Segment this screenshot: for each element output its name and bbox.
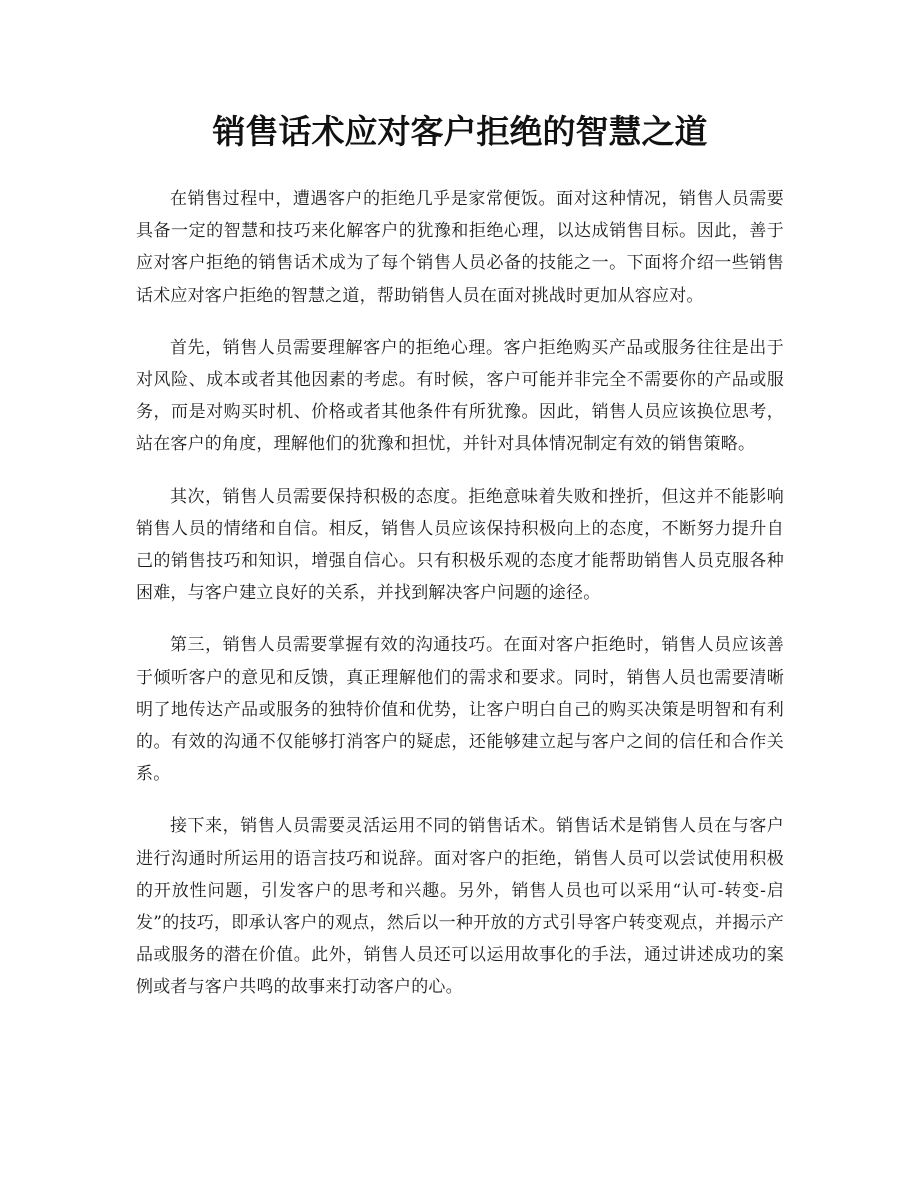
paragraph-communication-skills: 第三，销售人员需要掌握有效的沟通技巧。在面对客户拒绝时，销售人员应该善于倾听客户的意见和反馈，真正理解他们的需求和要求。同时，销售人员也需要清晰明了地传达产品或服务的独特价值和优势，让客户明白自己的购买决策是明智和有利的。有效的沟通不仅能够打消客户的疑虑，还能够建立起与客户之间的信任和合作关系。 — [136, 635, 784, 785]
paragraph-sales-scripts: 接下来，销售人员需要灵活运用不同的销售话术。销售话术是销售人员在与客户进行沟通时所运用的语言技巧和说辞。面对客户的拒绝，销售人员可以尝试使用积极的开放性问题，引发客户的思考和兴趣。另外，销售人员也可以采用“认可-转变-启发”的技巧，即承认客户的观点，然后以一种开放的方式引导客户转变观点，并揭示产品或服务的潜在价值。此外，销售人员还可以运用故事化的手法，通过讲述成功的案例或者与客户共鸣的故事来打动客户的心。 — [136, 816, 784, 998]
paragraph-positive-attitude: 其次，销售人员需要保持积极的态度。拒绝意味着失败和挫折，但这并不能影响销售人员的情绪和自信。相反，销售人员应该保持积极向上的态度，不断努力提升自己的销售技巧和知识，增强自信心。只有积极乐观的态度才能帮助销售人员克服各种困难，与客户建立良好的关系，并找到解决客户问题的途径。 — [136, 486, 784, 604]
document-title: 销售话术应对客户拒绝的智慧之道 — [212, 112, 708, 151]
paragraph-intro: 在销售过程中，遭遇客户的拒绝几乎是家常便饭。面对这种情况，销售人员需要具备一定的智慧和技巧来化解客户的犹豫和拒绝心理，以达成销售目标。因此，善于应对客户拒绝的销售话术成为了每个销售人员必备的技能之一。下面将介绍一些销售话术应对客户拒绝的智慧之道，帮助销售人员在面对挑战时更加从容应对。 — [136, 189, 784, 306]
document-body — [136, 183, 784, 1024]
paragraph-understand-rejection: 首先，销售人员需要理解客户的拒绝心理。客户拒绝购买产品或服务往往是出于对风险、成本或者其他因素的考虑。有时候，客户可能并非完全不需要你的产品或服务，而是对购买时机、价格或者其他条件有所犹豫。因此，销售人员应该换位思考，站在客户的角度，理解他们的犹豫和担忧，并针对具体情况制定有效的销售策略。 — [136, 337, 784, 455]
